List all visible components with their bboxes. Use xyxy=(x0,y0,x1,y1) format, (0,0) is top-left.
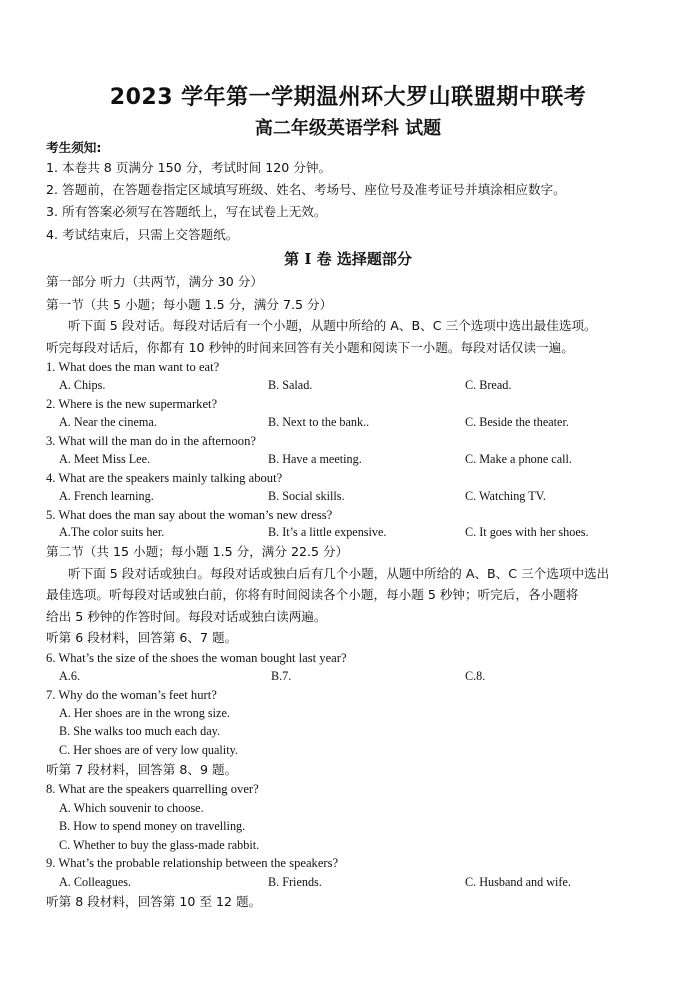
notice-item: 1. 本卷共 8 页满分 150 分，考试时间 120 分钟。 xyxy=(46,160,332,175)
section1-instructions: 听下面 5 段对话。每段对话后有一个小题，从题中所给的 A、B、C 三个选项中选出最佳选项。 xyxy=(68,318,597,333)
section2-instructions: 听下面 5 段对话或独白。每段对话或独白后有几个小题，从题中所给的 A、B、C 三个选项中选出 xyxy=(68,566,610,581)
option-c: C. Watching TV. xyxy=(465,489,546,503)
notice-item: 3. 所有答案必须写在答题纸上，写在试卷上无效。 xyxy=(46,204,327,219)
exam-title: 2023 学年第一学期温州环大罗山联盟期中联考 xyxy=(109,85,587,110)
option-c: C. Whether to buy the glass-made rabbit. xyxy=(59,838,260,852)
option-a: A. French learning. xyxy=(59,489,154,503)
option-a: A. Which souvenir to choose. xyxy=(59,801,204,815)
option-b: B. Social skills. xyxy=(268,489,345,503)
option-b: B. How to spend money on travelling. xyxy=(59,819,246,833)
question-2: 2. Where is the new supermarket? xyxy=(46,397,218,411)
material-8-heading: 听第 8 段材料，回答第 10 至 12 题。 xyxy=(46,894,262,909)
question-9: 9. What’s the probable relationship between the speakers? xyxy=(46,856,339,870)
option-b: B.7. xyxy=(271,669,292,683)
option-c: C. Beside the theater. xyxy=(465,415,569,429)
option-b: B. She walks too much each day. xyxy=(59,724,220,738)
question-8: 8. What are the speakers quarrelling over? xyxy=(46,782,259,796)
option-c: C.8. xyxy=(465,669,486,683)
notice-item: 4. 考试结束后，只需上交答题纸。 xyxy=(46,227,239,242)
option-a: A.6. xyxy=(59,669,80,683)
exam-subtitle: 高二年级英语学科 试题 xyxy=(254,118,442,139)
option-a: A. Near the cinema. xyxy=(59,415,157,429)
section1-instructions: 听完每段对话后，你都有 10 秒钟的时间来回答有关小题和阅读下一小题。每段对话仅读一遍。 xyxy=(46,340,574,355)
section2-heading: 第二节（共 15 小题；每小题 1.5 分，满分 22.5 分） xyxy=(46,544,349,559)
option-c: C. It goes with her shoes. xyxy=(465,525,589,539)
option-b: B. Next to the bank.. xyxy=(268,415,370,429)
notice-item: 2. 答题前，在答题卷指定区域填写班级、姓名、考场号、座位号及准考证号并填涂相应数字。 xyxy=(46,182,566,197)
option-c: C. Husband and wife. xyxy=(465,875,571,889)
question-7: 7. Why do the woman’s feet hurt? xyxy=(46,688,217,702)
option-c: C. Her shoes are of very low quality. xyxy=(59,743,238,757)
section2-instructions: 给出 5 秒钟的作答时间。每段对话或独白读两遍。 xyxy=(46,609,327,624)
question-5: 5. What does the man say about the woman’s new dress? xyxy=(46,508,333,522)
material-7-heading: 听第 7 段材料，回答第 8、9 题。 xyxy=(46,762,238,777)
option-a: A.The color suits her. xyxy=(59,525,165,539)
option-b: B. Friends. xyxy=(268,875,322,889)
option-b: B. It’s a little expensive. xyxy=(268,525,387,539)
volume-heading: 第 I 卷 选择题部分 xyxy=(284,250,412,268)
option-a: A. Her shoes are in the wrong size. xyxy=(59,706,230,720)
notice-heading: 考生须知: xyxy=(46,140,102,155)
option-b: B. Salad. xyxy=(268,378,313,392)
material-6-heading: 听第 6 段材料，回答第 6、7 题。 xyxy=(46,630,238,645)
option-c: C. Make a phone call. xyxy=(465,452,572,466)
question-1: 1. What does the man want to eat? xyxy=(46,360,220,374)
section2-instructions: 最佳选项。听每段对话或独白前，你将有时间阅读各个小题，每小题 5 秒钟；听完后，各小题将 xyxy=(46,587,579,602)
section1-heading: 第一节（共 5 小题；每小题 1.5 分，满分 7.5 分） xyxy=(46,297,333,312)
option-a: A. Meet Miss Lee. xyxy=(59,452,151,466)
question-6: 6. What’s the size of the shoes the woman bought last year? xyxy=(46,651,347,665)
option-a: A. Colleagues. xyxy=(59,875,132,889)
option-a: A. Chips. xyxy=(59,378,106,392)
part1-heading: 第一部分 听力（共两节，满分 30 分） xyxy=(46,274,263,289)
option-b: B. Have a meeting. xyxy=(268,452,362,466)
question-4: 4. What are the speakers mainly talking about? xyxy=(46,471,283,485)
option-c: C. Bread. xyxy=(465,378,512,392)
question-3: 3. What will the man do in the afternoon? xyxy=(46,434,256,448)
